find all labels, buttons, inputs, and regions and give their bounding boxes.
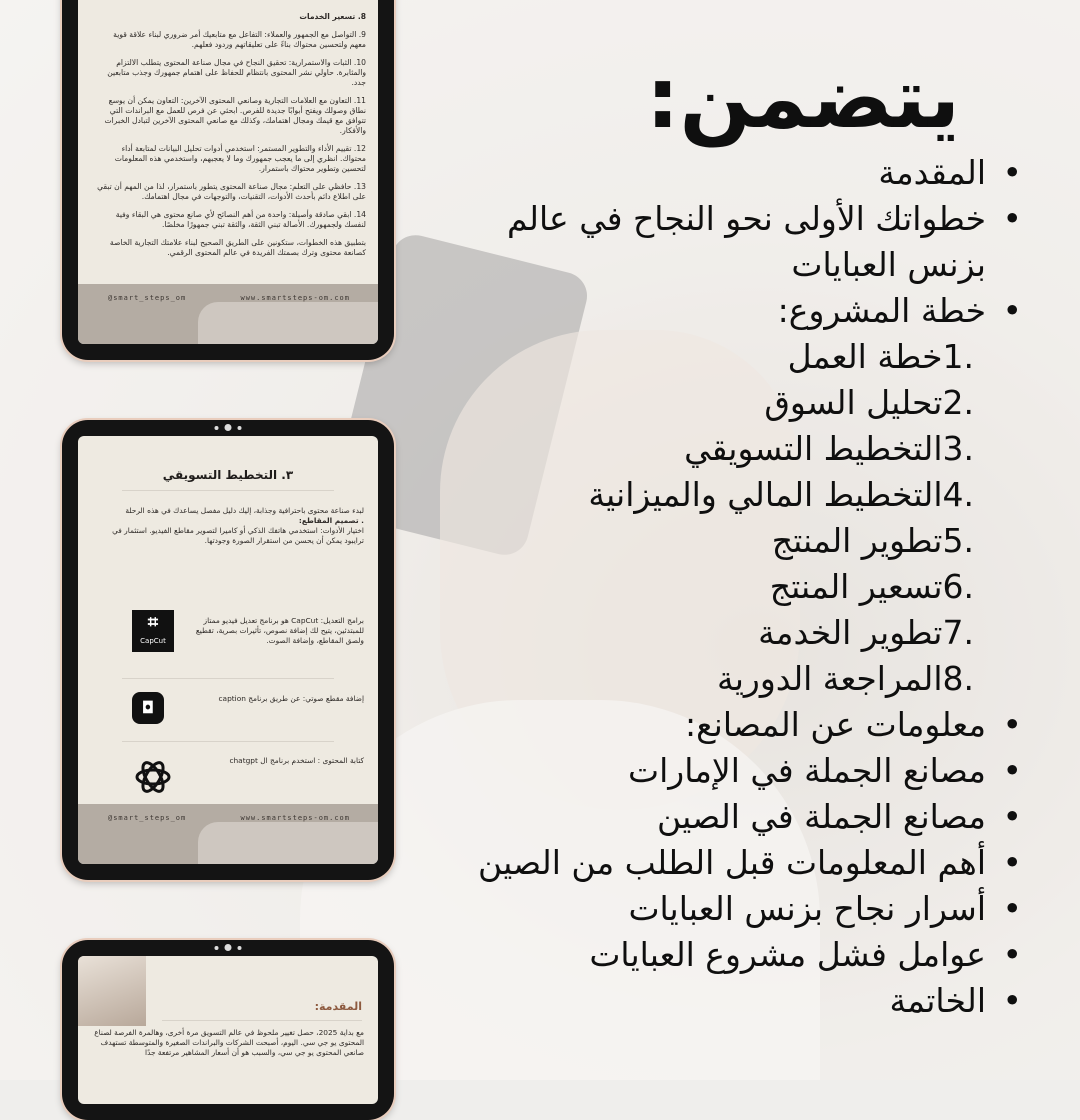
toc-item	[466, 748, 1026, 794]
tablet-preview-3	[62, 940, 394, 1120]
tool-row-text: كتابة المحتوى : استخدم برنامج ال chatgpt	[229, 756, 364, 765]
footer-website: www.smartsteps-om.com	[240, 814, 350, 822]
tablet-3-text: مع بداية 2025، حصل تغيير ملحوظ في عالم التسويق مرة أخرى، وهالمرة الفرصة لصناع المحتوى يو جي سي. اليوم، أصبحت الشركات والبراندات الصغيرة والمتوسطة تستهدف صانعي المحتوى يو جي سي، والسبب هو أن أسعار المشاهير مرتفعة جدًا	[94, 1028, 364, 1057]
tablet-1-footer	[78, 284, 378, 344]
bullet-icon: •	[1002, 843, 1022, 882]
divider	[122, 741, 334, 742]
tablet-1-line: 11. التعاون مع العلامات التجارية وصانعي المحتوى الآخرين: التعاون يمكن أن يوسع نطاق وصولك ويفتح أبوابًا جديدة للفرص. ابحثي عن فرص للعمل مع البراندات التي تتوافق مع قيمك ومجال اهتمامك، وكذلك مع صانعي المحتوى الآخرين لتبادل الخبرات والأفكار.	[104, 96, 366, 135]
toc-item	[466, 426, 1026, 472]
toc-item-label: أهم المعلومات قبل الطلب من الصين	[477, 843, 986, 882]
capcut-logo-label: CapCut	[140, 637, 166, 645]
tablet-1-line: 9. التواصل مع الجمهور والعملاء: التفاعل مع متابعيك أمر ضروري لبناء علاقة قوية معهم ولتحسين محتواك بناءً على تعليقاتهم وردود فعلهم.	[113, 30, 366, 49]
divider	[162, 1020, 362, 1021]
tool-row-text: برامج التعديل: CapCut هو برنامج تعديل فيديو ممتاز للمبتدئين، يتيح لك إضافة نصوص، تأثيرات بصرية، تقطيع ولصق المقاطع، وإضافة الصوت.	[195, 616, 364, 645]
tablet-3-photo	[78, 956, 146, 1026]
toc-item-label: تطوير المنتج	[771, 521, 943, 560]
toc-item-number: 4.	[942, 475, 974, 514]
tablet-preview-2	[62, 420, 394, 880]
bullet-icon: •	[1002, 981, 1022, 1020]
toc-item	[466, 380, 1026, 426]
tool-row-caption	[96, 694, 364, 734]
toc-item-label: خطة العمل	[787, 337, 943, 376]
toc-item	[466, 886, 1026, 932]
toc-item-label: خطة المشروع:	[777, 291, 986, 330]
footer-handle: @smart_steps_om	[108, 294, 187, 302]
tablet-2-subtext: اختيار الأدوات: استخدمي هاتفك الذكي أو كاميرا لتصوير مقاطع الفيديو. استثمار في ترايبود يمكن أن يحسن من استقرار الصورة وجودتها.	[112, 526, 364, 545]
toc-item-number: 2.	[942, 383, 974, 422]
divider	[122, 490, 334, 491]
tablet-1-line: 14. ابقي صادقة وأصيلة: واحدة من أهم النصائح لأي صانع محتوى هي البقاء وفية لنفسك ولجمهورك. الأصالة تبني الثقة، والثقة تبني جمهورًا مخلصًا.	[115, 210, 366, 229]
chatgpt-logo-icon	[132, 756, 174, 798]
tool-row-chatgpt	[96, 756, 364, 806]
toc-item	[466, 472, 1026, 518]
toc-item	[466, 518, 1026, 564]
toc-item-label: مصانع الجملة في الإمارات	[628, 751, 986, 790]
bullet-icon: •	[1002, 889, 1022, 928]
tablet-1-line: 10. الثبات والاستمرارية: تحقيق النجاح في مجال صناعة المحتوى يتطلب الالتزام والمثابرة. حاولي نشر المحتوى بانتظام للحفاظ على اهتمام جمهورك وجذب متابعين جدد.	[107, 58, 366, 87]
tablet-3-screen	[78, 956, 378, 1104]
bullet-icon: •	[1002, 751, 1022, 790]
tablet-1-line: 12. تقييم الأداء والتطوير المستمر: استخدمي أدوات تحليل البيانات لمتابعة أداء محتواك. انظري إلى ما يعجب جمهورك وما لا يعجبهم، واستخدمي هذه المعلومات لتحسين وتطوير محتواك باستمرار.	[114, 144, 366, 173]
toc-item	[466, 978, 1026, 1024]
toc-item-label: خطواتك الأولى نحو النجاح في عالم بزنس العبايات	[506, 199, 986, 284]
tablet-2-intro-text: لبدء صناعة محتوى باحترافية وجذابة، إليك دليل مفصل يساعدك في هذه الرحلة	[125, 506, 364, 515]
bullet-icon: •	[1002, 291, 1022, 330]
toc-item	[466, 794, 1026, 840]
toc-item-label: الخاتمة	[889, 981, 986, 1020]
bullet-icon: •	[1002, 199, 1022, 238]
caption-app-icon: ◘	[132, 692, 164, 724]
capcut-logo-icon: ⌗ CapCut	[132, 610, 174, 652]
toc-item-label: التخطيط المالي والميزانية	[588, 475, 943, 514]
camera-dots	[215, 944, 242, 951]
tablet-preview-1	[62, 0, 394, 360]
toc-item-label: التخطيط التسويقي	[684, 429, 943, 468]
toc-item-label: أسرار نجاح بزنس العبايات	[628, 889, 986, 928]
page-heading: يتضمن:	[645, 49, 960, 147]
toc-item-number: 6.	[942, 567, 974, 606]
toc-item-number: 7.	[942, 613, 974, 652]
toc-item	[466, 656, 1026, 702]
toc-item	[466, 840, 1026, 886]
tablet-1-line: بتطبيق هذه الخطوات، ستكونين على الطريق الصحيح لبناء علامتك التجارية الخاصة كصانعة محتوى وترك بصمتك الفريدة في عالم المحتوى الرقمي.	[109, 238, 366, 257]
camera-dots	[215, 424, 242, 431]
toc-item-number: 1.	[942, 337, 974, 376]
tool-row-text: إضافة مقطع صوتي: عن طريق برنامج caption	[218, 694, 364, 703]
footer-photo	[198, 302, 378, 344]
toc-item	[466, 610, 1026, 656]
tablet-1-screen	[78, 0, 378, 344]
bullet-icon: •	[1002, 797, 1022, 836]
tablet-2-intro	[96, 506, 364, 546]
toc-item	[466, 702, 1026, 748]
footer-website: www.smartsteps-om.com	[240, 294, 350, 302]
toc-item	[466, 334, 1026, 380]
toc-item-label: مصانع الجملة في الصين	[657, 797, 986, 836]
footer-handle: @smart_steps_om	[108, 814, 187, 822]
tablet-2-subtitle: . تصميم المقاطع:	[298, 516, 364, 525]
tablet-1-line: 13. حافظي على التعلم: مجال صناعة المحتوى يتطور باستمرار، لذا من المهم أن تبقي على اطلاع دائم بأحدث الأدوات، التقنيات، والتوجهات في مجال اهتمامك.	[97, 182, 366, 201]
toc-item-label: المراجعة الدورية	[717, 659, 943, 698]
toc-item-number: 5.	[942, 521, 974, 560]
toc-item-label: تطوير الخدمة	[758, 613, 943, 652]
toc-item-label: معلومات عن المصانع:	[685, 705, 986, 744]
bullet-icon: •	[1002, 705, 1022, 744]
tablet-3-title: المقدمة:	[314, 1000, 362, 1013]
toc-item-number: 8.	[942, 659, 974, 698]
table-of-contents	[466, 150, 1026, 1024]
footer-photo	[198, 822, 378, 864]
divider	[122, 678, 334, 679]
toc-item-label: عوامل فشل مشروع العبايات	[589, 935, 986, 974]
tool-row-capcut	[96, 612, 364, 666]
toc-item	[466, 932, 1026, 978]
toc-item-number: 3.	[942, 429, 974, 468]
toc-item	[466, 150, 1026, 196]
toc-item	[466, 564, 1026, 610]
tablet-2-title: ٣. التخطيط التسويقي	[162, 468, 294, 482]
toc-item-label: تحليل السوق	[764, 383, 943, 422]
bullet-icon: •	[1002, 935, 1022, 974]
tablet-2-screen	[78, 436, 378, 864]
toc-item	[466, 288, 1026, 334]
toc-item	[466, 196, 1026, 288]
toc-item-label: تسعير المنتج	[769, 567, 943, 606]
bullet-icon: •	[1002, 153, 1022, 192]
tablet-1-line: 8. تسعير الخدمات	[299, 12, 366, 21]
tablet-1-text	[96, 12, 366, 266]
tablet-2-footer	[78, 804, 378, 864]
toc-item-label: المقدمة	[878, 153, 986, 192]
